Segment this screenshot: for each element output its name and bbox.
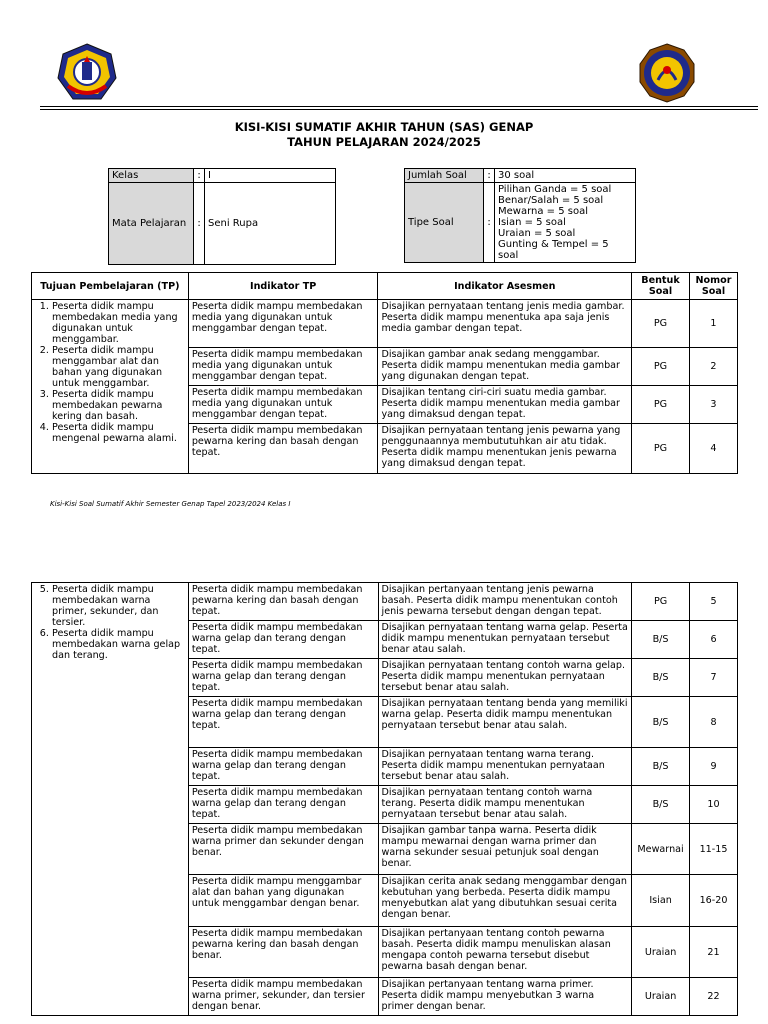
bentuk-soal-cell: Uraian <box>632 927 690 978</box>
indikator-tp-cell: Peserta didik mampu membedakan pewarna kering dan basah dengan tepat. <box>188 583 378 621</box>
tp-cell <box>32 583 189 1016</box>
footer-note: Kisi-Kisi Soal Sumatif Akhir Semester Genap Tapel 2023/2024 Kelas I <box>50 500 291 508</box>
col-header-nomor-soal: Nomor Soal <box>689 273 737 300</box>
indikator-tp-cell: Peserta didik mampu menggambar alat dan bahan yang digunakan untuk menggambar dengan benar. <box>188 875 378 927</box>
school-logo-right <box>636 42 698 104</box>
indikator-tp-cell: Peserta didik mampu membedakan warna gelap dan terang dengan tepat. <box>188 659 378 697</box>
indikator-asesmen-cell: Disajikan pertanyaan tentang jenis pewarna basah. Peserta didik mampu menentukan contoh jenis pewarna tersebut dengan dengan tepat. <box>378 583 632 621</box>
kelas-value: I <box>205 169 336 183</box>
tipe-item: Benar/Salah = 5 soal <box>498 195 604 206</box>
tp-item: 6. Peserta didik mampu membedakan warna gelap dan terang. <box>52 628 185 661</box>
nomor-soal-cell: 6 <box>690 621 738 659</box>
col-header-indikator-tp: Indikator TP <box>188 273 378 300</box>
document-title: KISI-KISI SUMATIF AKHIR TAHUN (SAS) GENAP <box>234 120 534 134</box>
tp-cell <box>32 300 189 474</box>
tipe-item: Mewarna = 5 soal <box>498 206 588 217</box>
bentuk-soal-cell: B/S <box>632 786 690 824</box>
indikator-tp-cell: Peserta didik mampu membedakan warna gelap dan terang dengan tepat. <box>188 748 378 786</box>
colon: : <box>194 183 205 265</box>
tp-item: 2. Peserta didik mampu menggambar alat dan bahan yang digunakan untuk menggambar. <box>52 345 185 389</box>
tipe-item: Isian = 5 soal <box>498 217 566 228</box>
indikator-asesmen-cell: Disajikan pernyataan tentang contoh warna terang. Peserta didik mampu menentukan pernyataan tersebut benar atau salah. <box>378 786 632 824</box>
tp-item: 3. Peserta didik mampu membedakan pewarna kering dan basah. <box>52 389 185 422</box>
header-rule <box>40 106 758 107</box>
school-logo-left <box>56 42 118 104</box>
col-header-tp: Tujuan Pembelajaran (TP) <box>32 273 189 300</box>
nomor-soal-cell: 3 <box>689 386 737 424</box>
tipe-values <box>495 183 636 263</box>
tipe-item: Gunting & Tempel = 5 soal <box>498 239 609 261</box>
indikator-asesmen-cell: Disajikan pernyataan tentang jenis pewarna yang penggunaannya membututuhkan air atu tidak. Peserta didik mampu menentukan jenis pewarna yang dimaksud dengan tepat. <box>378 424 632 474</box>
indikator-asesmen-cell: Disajikan cerita anak sedang menggambar dengan kebutuhan yang berbeda. Peserta didik mampu menyebutkan alat yang dibutuhkan sesuai cerita dengan benar. <box>378 875 632 927</box>
bentuk-soal-cell: PG <box>632 348 690 386</box>
nomor-soal-cell: 16-20 <box>690 875 738 927</box>
bentuk-soal-cell: Isian <box>632 875 690 927</box>
nomor-soal-cell: 4 <box>689 424 737 474</box>
indikator-asesmen-cell: Disajikan pernyataan tentang contoh warna gelap. Peserta didik mampu menentukan pernyataan tersebut benar atau salah. <box>378 659 632 697</box>
tipe-item: Uraian = 5 soal <box>498 228 576 239</box>
indikator-asesmen-cell: Disajikan pertanyaan tentang warna primer. Peserta didik mampu menyebutkan 3 warna primer dengan benar. <box>378 978 632 1016</box>
nomor-soal-cell: 1 <box>689 300 737 348</box>
bentuk-soal-cell: PG <box>632 300 690 348</box>
nomor-soal-cell: 8 <box>690 697 738 748</box>
mapel-value: Seni Rupa <box>205 183 336 265</box>
document-subtitle: TAHUN PELAJARAN 2024/2025 <box>287 135 481 149</box>
indikator-asesmen-cell: Disajikan pertanyaan tentang contoh pewarna basah. Peserta didik mampu menuliskan alasan mengapa contoh pewarna tersebut disebut pewarna basah dengan benar. <box>378 927 632 978</box>
nomor-soal-cell: 10 <box>690 786 738 824</box>
tp-item: 4. Peserta didik mampu mengenal pewarna alami. <box>52 422 185 444</box>
kelas-label: Kelas <box>109 169 194 183</box>
indikator-tp-cell: Peserta didik mampu membedakan warna gelap dan terang dengan tepat. <box>188 697 378 748</box>
indikator-tp-cell: Peserta didik mampu membedakan warna gelap dan terang dengan tepat. <box>188 786 378 824</box>
bentuk-soal-cell: PG <box>632 386 690 424</box>
colon: : <box>484 183 495 263</box>
indikator-tp-cell: Peserta didik mampu membedakan media yang digunakan untuk menggambar dengan tepat. <box>188 300 378 348</box>
bentuk-soal-cell: PG <box>632 424 690 474</box>
table-row <box>32 583 738 621</box>
colon: : <box>194 169 205 183</box>
kisi-table-page1 <box>31 272 738 474</box>
tipe-label: Tipe Soal <box>405 183 484 263</box>
indikator-tp-cell: Peserta didik mampu membedakan warna primer, sekunder, dan tersier dengan benar. <box>188 978 378 1016</box>
indikator-asesmen-cell: Disajikan gambar tanpa warna. Peserta didik mampu mewarnai dengan warna primer dan warna sekunder sesuai petunjuk soal dengan benar. <box>378 824 632 875</box>
jumlah-label: Jumlah Soal <box>405 169 484 183</box>
kisi-table-page2 <box>31 582 738 1016</box>
nomor-soal-cell: 11-15 <box>690 824 738 875</box>
col-header-bentuk-soal: Bentuk Soal <box>632 273 690 300</box>
bentuk-soal-cell: B/S <box>632 621 690 659</box>
mapel-label: Mata Pelajaran <box>109 183 194 265</box>
indikator-asesmen-cell: Disajikan pernyataan tentang benda yang memiliki warna gelap. Peserta didik mampu menentukan pernyataan tersebut benar atau salah. <box>378 697 632 748</box>
tipe-item: Pilihan Ganda = 5 soal <box>498 184 612 195</box>
indikator-asesmen-cell: Disajikan gambar anak sedang menggambar. Peserta didik mampu menentukan media gambar yang digunakan dengan tepat. <box>378 348 632 386</box>
col-header-indikator-asesmen: Indikator Asesmen <box>378 273 632 300</box>
colon: : <box>484 169 495 183</box>
nomor-soal-cell: 7 <box>690 659 738 697</box>
nomor-soal-cell: 22 <box>690 978 738 1016</box>
info-table-left <box>108 168 336 265</box>
indikator-asesmen-cell: Disajikan pernyataan tentang warna gelap. Peserta didik mampu menentukan pernyataan tersebut benar atau salah. <box>378 621 632 659</box>
jumlah-value: 30 soal <box>495 169 636 183</box>
indikator-tp-cell: Peserta didik mampu membedakan warna primer dan sekunder dengan benar. <box>188 824 378 875</box>
indikator-tp-cell: Peserta didik mampu membedakan media yang digunakan untuk menggambar dengan tepat. <box>188 348 378 386</box>
indikator-asesmen-cell: Disajikan pernyataan tentang jenis media gambar. Peserta didik mampu menentuka apa saja jenis media gambar dengan tepat. <box>378 300 632 348</box>
nomor-soal-cell: 5 <box>690 583 738 621</box>
bentuk-soal-cell: B/S <box>632 659 690 697</box>
indikator-asesmen-cell: Disajikan pernyataan tentang warna terang. Peserta didik mampu menentukan pernyataan tersebut benar atau salah. <box>378 748 632 786</box>
bentuk-soal-cell: Uraian <box>632 978 690 1016</box>
indikator-tp-cell: Peserta didik mampu membedakan warna gelap dan terang dengan tepat. <box>188 621 378 659</box>
tp-item: 5. Peserta didik mampu membedakan warna primer, sekunder, dan tersier. <box>52 584 185 628</box>
indikator-tp-cell: Peserta didik mampu membedakan pewarna kering dan basah dengan benar. <box>188 927 378 978</box>
nomor-soal-cell: 2 <box>689 348 737 386</box>
nomor-soal-cell: 21 <box>690 927 738 978</box>
tp-item: 1. Peserta didik mampu membedakan media yang digunakan untuk menggambar. <box>52 301 185 345</box>
bentuk-soal-cell: B/S <box>632 697 690 748</box>
indikator-tp-cell: Peserta didik mampu membedakan media yang digunakan untuk menggambar dengan tepat. <box>188 386 378 424</box>
bentuk-soal-cell: Mewarnai <box>632 824 690 875</box>
info-table-right <box>404 168 636 263</box>
nomor-soal-cell: 9 <box>690 748 738 786</box>
indikator-asesmen-cell: Disajikan tentang ciri-ciri suatu media gambar. Peserta didik mampu menentukan media gambar yang dimaksud dengan tepat. <box>378 386 632 424</box>
table-row <box>32 300 738 348</box>
header-rule-thin <box>40 109 758 110</box>
bentuk-soal-cell: PG <box>632 583 690 621</box>
indikator-tp-cell: Peserta didik mampu membedakan pewarna kering dan basah dengan tepat. <box>188 424 378 474</box>
bentuk-soal-cell: B/S <box>632 748 690 786</box>
